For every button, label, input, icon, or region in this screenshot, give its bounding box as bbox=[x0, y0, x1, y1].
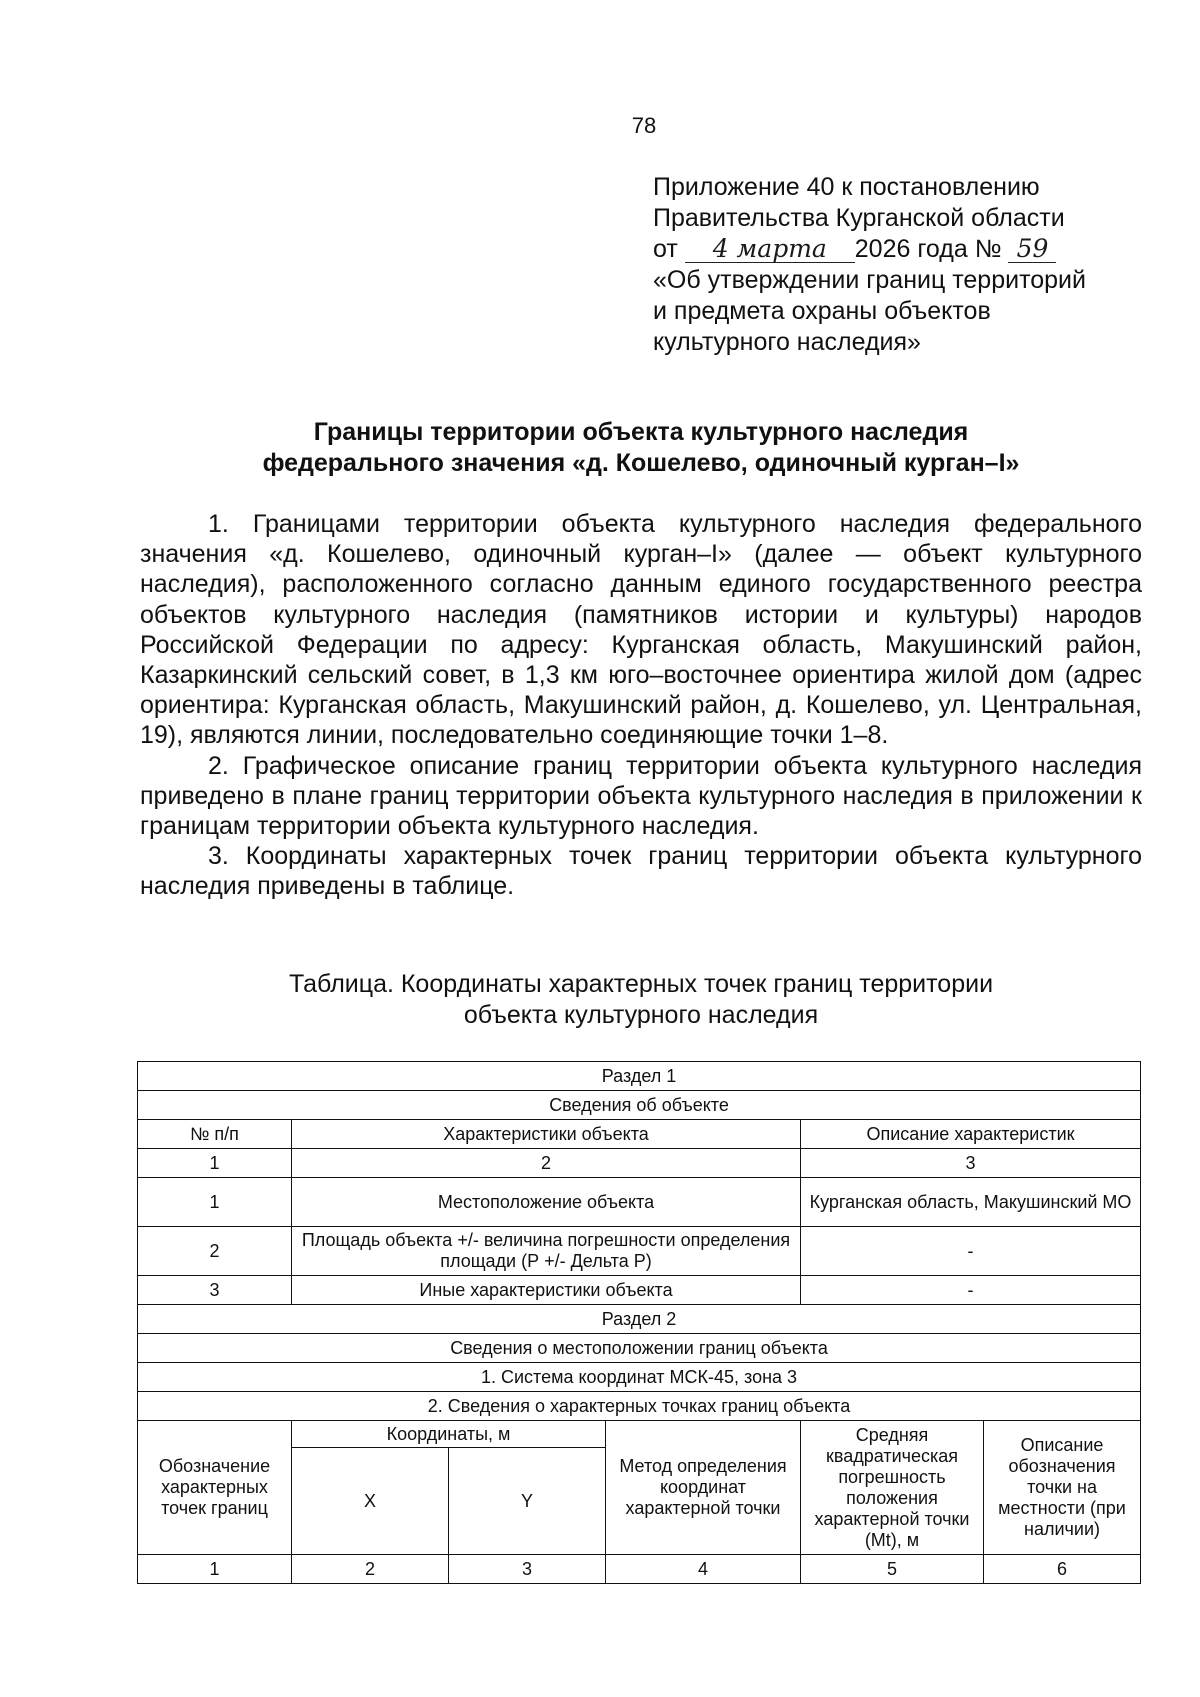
row-desc: - bbox=[801, 1276, 1141, 1305]
column-number-row bbox=[138, 1149, 1141, 1178]
handwritten-number: 59 bbox=[1008, 236, 1056, 263]
header-y: Y bbox=[449, 1448, 606, 1555]
row-num: 3 bbox=[138, 1276, 292, 1305]
col-number: 3 bbox=[801, 1149, 1141, 1178]
header-coords: Координаты, м bbox=[292, 1421, 606, 1448]
points-column-number-row bbox=[138, 1555, 1141, 1584]
table-row bbox=[138, 1227, 1141, 1276]
object-info-header: Сведения об объекте bbox=[138, 1091, 1141, 1120]
row-name: Площадь объекта +/- величина погрешности определения площади (Р +/- Дельта Р) bbox=[292, 1227, 801, 1276]
title-line-1: Границы территории объекта культурного наследия bbox=[313, 418, 969, 446]
appendix-line-6: культурного наследия» bbox=[653, 328, 921, 356]
row-name: Местоположение объекта bbox=[292, 1178, 801, 1227]
table-header-row bbox=[138, 1120, 1141, 1149]
handwritten-date: 4 марта bbox=[685, 236, 855, 263]
table-title-line-1: Таблица. Координаты характерных точек границ территории bbox=[288, 970, 994, 998]
appendix-line-2: Правительства Курганской области bbox=[653, 204, 1065, 232]
paragraph-2: 2. Графическое описание границ территории объекта культурного наследия приведено в плане границ территории объекта культурного наследия в приложении к границам территории объекта культурного наследия. bbox=[140, 751, 1142, 841]
col-number: 1 bbox=[138, 1149, 292, 1178]
header-num: № п/п bbox=[138, 1120, 292, 1149]
points-header-row bbox=[138, 1421, 1141, 1448]
appendix-line-4: «Об утверждении границ территорий bbox=[653, 266, 1086, 294]
header-designation: Обозначение характерных точек границ bbox=[138, 1421, 292, 1555]
title-line-2: федерального значения «д. Кошелево, одиночный курган–I» bbox=[262, 449, 1020, 477]
header-x: X bbox=[292, 1448, 449, 1555]
header-point-description: Описание обозначения точки на местности (при наличии) bbox=[984, 1421, 1141, 1555]
body-text bbox=[140, 509, 1142, 902]
paragraph-3: 3. Координаты характерных точек границ территории объекта культурного наследия приведены в таблице. bbox=[140, 842, 1142, 901]
row-desc: Курганская область, Макушинский МО bbox=[801, 1178, 1141, 1227]
row-num: 1 bbox=[138, 1178, 292, 1227]
date-prefix: от bbox=[653, 235, 678, 263]
col-number: 2 bbox=[292, 1149, 801, 1178]
page-number: 78 bbox=[631, 113, 657, 138]
header-error: Средняя квадратическая погрешность положения характерной точки (Mt), м bbox=[801, 1421, 984, 1555]
col-number: 4 bbox=[606, 1555, 801, 1584]
coordinates-table bbox=[137, 1061, 1141, 1584]
document-title bbox=[140, 417, 1142, 479]
table-title-line-2: объекта культурного наследия bbox=[463, 1001, 819, 1029]
appendix-date-line bbox=[653, 234, 1086, 265]
row-num: 2 bbox=[138, 1227, 292, 1276]
col-number: 5 bbox=[801, 1555, 984, 1584]
location-info-header: Сведения о местоположении границ объекта bbox=[138, 1334, 1141, 1363]
paragraph-1: 1. Границами территории объекта культурного наследия федерального значения «д. Кошелево, одиночный курган–I» (далее — объект культурного наследия), расположенного согласно данным единого государственного реестра объектов культурного наследия (памятников истории и культуры) народов Российской Федерации по адресу: Курганская область, Макушинский район, Казаркинский сельский совет, в 1,3 км юго–восточнее ориентира жилой дом (адрес ориентира: Курганская область, Макушинский район, д. Кошелево, ул. Центральная, 19), являются линии, последовательно соединяющие точки 1–8. bbox=[140, 510, 1142, 750]
table-row bbox=[138, 1178, 1141, 1227]
section-2-header: Раздел 2 bbox=[138, 1305, 1141, 1334]
header-description: Описание характеристик bbox=[801, 1120, 1141, 1149]
col-number: 1 bbox=[138, 1555, 292, 1584]
appendix-line-1: Приложение 40 к постановлению bbox=[653, 173, 1040, 201]
points-info-header: 2. Сведения о характерных точках границ объекта bbox=[138, 1392, 1141, 1421]
row-name: Иные характеристики объекта bbox=[292, 1276, 801, 1305]
table-row bbox=[138, 1276, 1141, 1305]
section-1-header: Раздел 1 bbox=[138, 1062, 1141, 1091]
coord-system-header: 1. Система координат МСК-45, зона 3 bbox=[138, 1363, 1141, 1392]
row-desc: - bbox=[801, 1227, 1141, 1276]
header-characteristics: Характеристики объекта bbox=[292, 1120, 801, 1149]
year-text: 2026 года № bbox=[854, 235, 1002, 263]
appendix-note bbox=[653, 172, 1086, 358]
col-number: 6 bbox=[984, 1555, 1141, 1584]
header-method: Метод определения координат характерной точки bbox=[606, 1421, 801, 1555]
col-number: 2 bbox=[292, 1555, 449, 1584]
appendix-line-5: и предмета охраны объектов bbox=[653, 297, 991, 325]
table-title bbox=[140, 969, 1142, 1031]
col-number: 3 bbox=[449, 1555, 606, 1584]
